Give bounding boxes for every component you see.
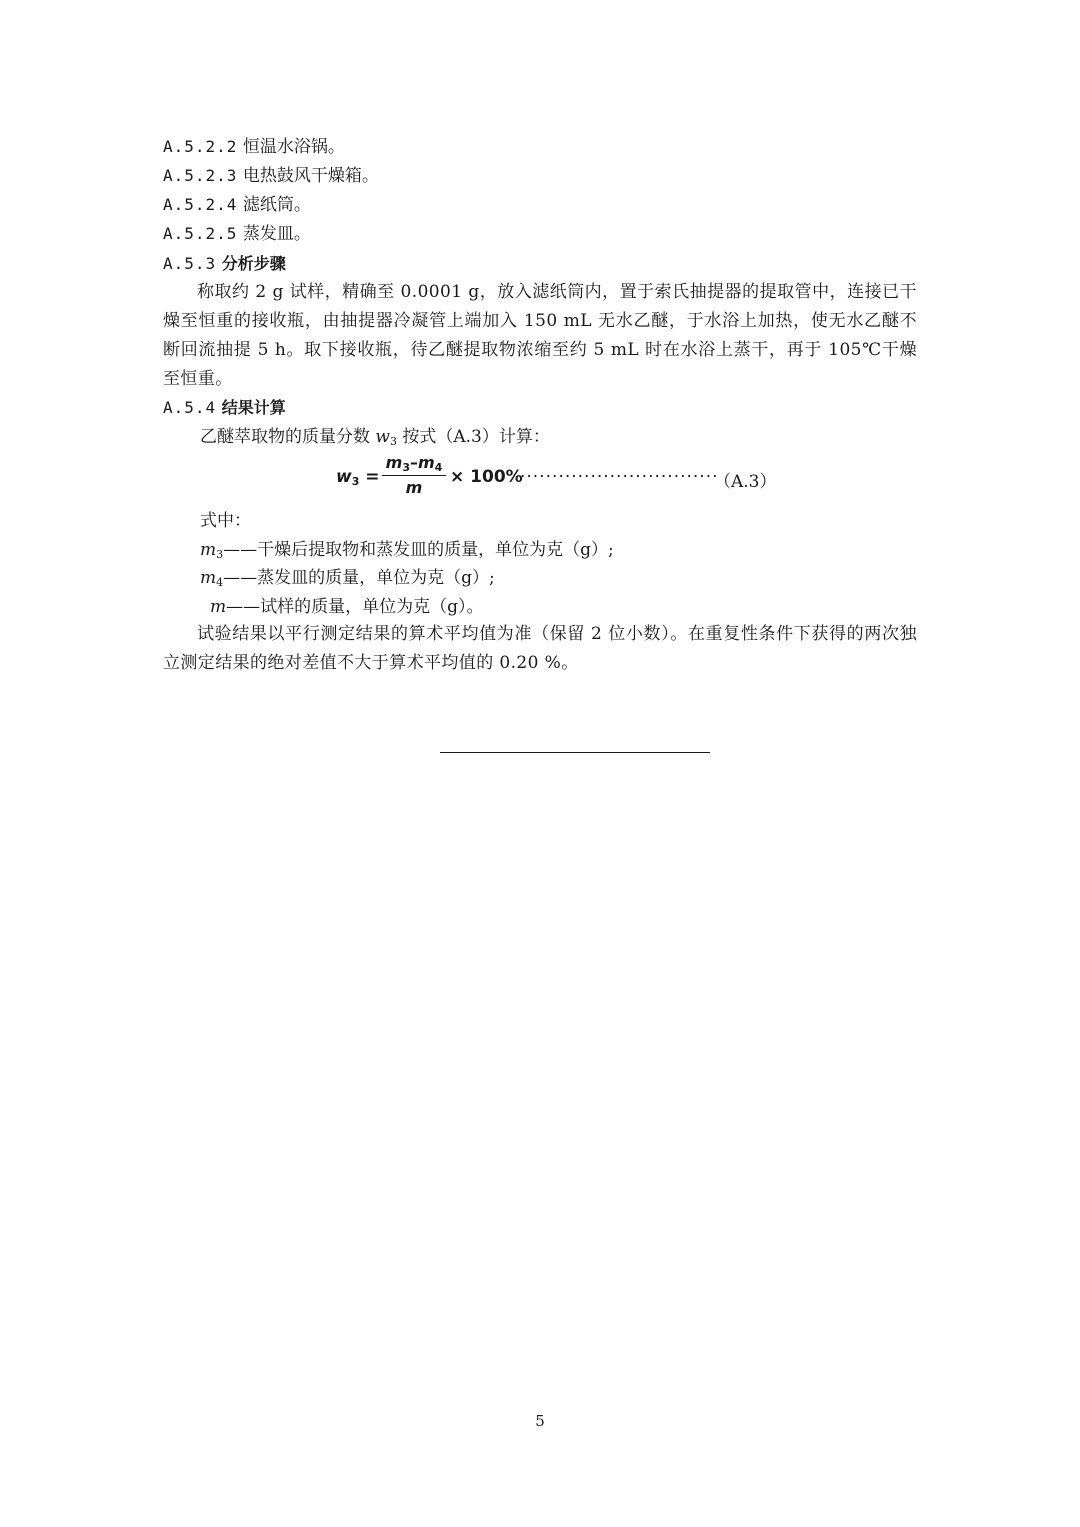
item-text: 滤纸筒。 (242, 195, 311, 215)
definition-m3 (200, 539, 614, 561)
item-a5-2-3 (163, 165, 379, 187)
intro-subscript: 3 (389, 435, 397, 448)
item-number: A.5.2.3 (163, 166, 238, 185)
definition-var: m (200, 568, 217, 588)
formula-sub: 3 (351, 475, 360, 488)
intro-variable: w (375, 427, 390, 447)
formula-denominator (382, 478, 446, 498)
steps-paragraph: 称取约 2 g 试样，精确至 0.0001 g，放入滤纸筒内，置于索氏抽提器的提取管中，连接已干燥至恒重的接收瓶，由抽提器冷凝管上端加入 150 mL 无水乙醚，于水浴上加热，使无水乙醚不断回流抽提 5 h。取下接收瓶，待乙醚提取物浓缩至约 5 mL 时在水浴上蒸干，再于 105℃干燥至恒重。 (163, 282, 917, 389)
section-title: 结果计算 (221, 398, 286, 417)
formula-numerator (382, 453, 446, 473)
section-number: A.5.3 (163, 254, 217, 273)
calc-intro (200, 426, 550, 448)
formula-var: w (336, 467, 352, 487)
formula-fraction (382, 453, 446, 498)
formula-sub: 4 (434, 461, 443, 474)
fraction-bar (382, 475, 446, 476)
definition-text: ——蒸发皿的质量，单位为克（g）; (223, 568, 495, 588)
formula-lhs (336, 467, 380, 487)
definition-sub: 3 (216, 548, 224, 561)
definition-m4 (200, 567, 495, 589)
item-a5-2-2 (163, 136, 345, 158)
item-text: 电热鼓风干燥箱。 (242, 166, 379, 186)
definition-m (210, 596, 484, 618)
formula-minus: – (410, 453, 418, 472)
formula-var: m (405, 478, 423, 497)
item-text: 蒸发皿。 (242, 224, 311, 244)
item-a5-2-5 (163, 223, 311, 245)
page-number: 5 (535, 1412, 545, 1430)
formula-times: × 100% (450, 467, 523, 487)
intro-text-after: 按式（A.3）计算： (396, 427, 550, 447)
formula-var: m (385, 453, 403, 472)
definition-text: ——干燥后提取物和蒸发皿的质量，单位为克（g）; (223, 540, 614, 560)
definition-var: m (210, 597, 227, 617)
formula-equals: = (359, 467, 380, 487)
section-heading-calc (163, 397, 286, 419)
end-divider (440, 752, 710, 753)
item-number: A.5.2.4 (163, 195, 238, 214)
section-heading-steps (163, 253, 286, 275)
formula-var: m (418, 453, 435, 472)
section-number: A.5.4 (163, 398, 217, 417)
item-a5-2-4 (163, 194, 311, 216)
item-text: 恒温水浴锅。 (242, 137, 345, 157)
result-paragraph: 试验结果以平行测定结果的算术平均值为准（保留 2 位小数）。在重复性条件下获得的两次独立测定结果的绝对差值不大于算术平均值的 0.20 %。 (163, 624, 917, 673)
formula-leader-dots: ······························· (520, 467, 719, 487)
item-number: A.5.2.2 (163, 137, 238, 156)
formula-tag: （A.3） (714, 472, 777, 492)
formula-a3 (336, 453, 776, 505)
definition-sub: 4 (216, 576, 224, 589)
intro-text: 乙醚萃取物的质量分数 (200, 427, 376, 447)
where-label: 式中： (200, 511, 251, 531)
item-number: A.5.2.5 (163, 224, 238, 243)
formula-sub: 3 (402, 461, 410, 474)
section-title: 分析步骤 (221, 254, 286, 273)
definition-text: ——试样的质量，单位为克（g）。 (226, 597, 484, 617)
definition-var: m (200, 540, 217, 560)
